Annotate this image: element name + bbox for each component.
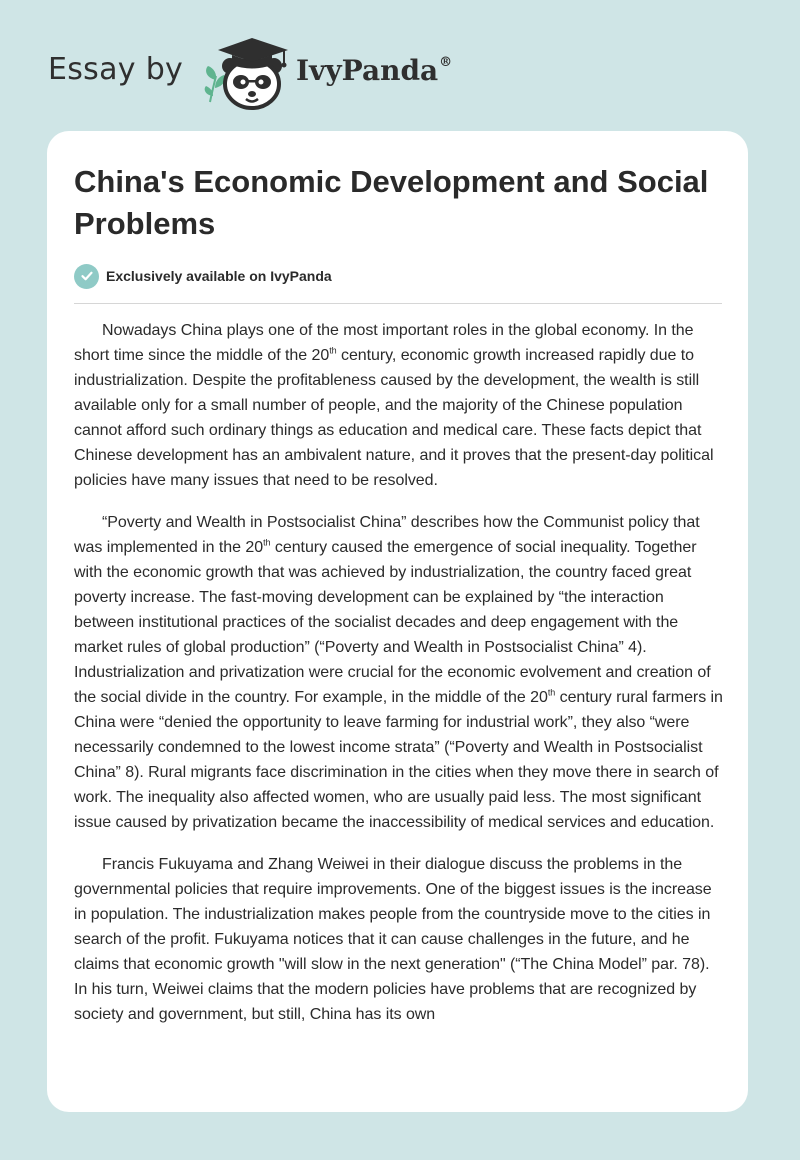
exclusive-badge <box>74 263 332 289</box>
essay-card <box>47 131 748 1112</box>
brand-name[interactable] <box>296 54 452 87</box>
paragraph-2 <box>74 510 724 835</box>
ordinal-suffix: th <box>547 687 556 698</box>
essay-by-label: Essay by <box>48 52 184 87</box>
paragraph-2-text-a: “Poverty and Wealth in Postsocialist China” describes how the Communist policy that was implemented in the 20 <box>74 514 700 556</box>
paragraph-1 <box>74 318 724 493</box>
panda-graduate-icon[interactable] <box>200 32 296 112</box>
registered-mark: ® <box>439 54 453 70</box>
paragraph-1-text-b: century, economic growth increased rapidly due to industrialization. Despite the profitableness caused by the development, the wealth is still available only for a small number of people, and the majority of the Chinese population cannot afford such ordinary things as education and medical care. These facts depict that Chinese development has an ambivalent nature, and it proves that the present-day political policies have many issues that need to be resolved. <box>74 347 714 489</box>
paragraph-3: Francis Fukuyama and Zhang Weiwei in their dialogue discuss the problems in the governmental policies that require improvements. One of the biggest issues is the increase in population. The industrialization makes people from the countryside move to the cities in search of the profit. Fukuyama notices that it can cause challenges in the future, and he claims that economic growth "will slow in the next generation" (“The China Model” par. 78). In his turn, Weiwei claims that the modern policies have problems that are recognized by society and government, but still, China has its own <box>74 856 712 1023</box>
divider <box>74 303 722 304</box>
ordinal-suffix: th <box>263 537 271 548</box>
ordinal-suffix: th <box>329 345 337 356</box>
essay-body <box>74 318 724 1044</box>
paragraph-2-text-c: century rural farmers in China were “denied the opportunity to leave farming for industrial work”, they also “were necessarily condemned to the lowest income strata” (“Poverty and Wealth in Postsocialist China” 8). Rural migrants face discrimination in the cities when they move there in search of work. The inequality also affected women, who are usually paid less. The most significant issue caused by privatization became the inaccessibility of medical services and education. <box>74 689 723 831</box>
paragraph-1-text-a: Nowadays China plays one of the most important roles in the global economy. In the short time since the middle of the 20 <box>74 322 694 364</box>
check-icon <box>74 264 99 289</box>
paragraph-2-text-b: century caused the emergence of social inequality. Together with the economic growth that was achieved by industrialization, the country faced great poverty increase. The fast-moving development can be explained by “the interaction between institutional practices of the socialist decades and deep engagement with the market rules of global production” (“Poverty and Wealth in Postsocialist China” 4). Industrialization and privatization were crucial for the economic evolvement and creation of the social divide in the country. For example, in the middle of the 20 <box>74 539 711 706</box>
page-title: China's Economic Development and Social Problems <box>74 164 709 241</box>
brand-text: IvyPanda <box>296 54 439 87</box>
exclusive-label: Exclusively available on IvyPanda <box>106 268 332 284</box>
site-header <box>48 28 748 118</box>
